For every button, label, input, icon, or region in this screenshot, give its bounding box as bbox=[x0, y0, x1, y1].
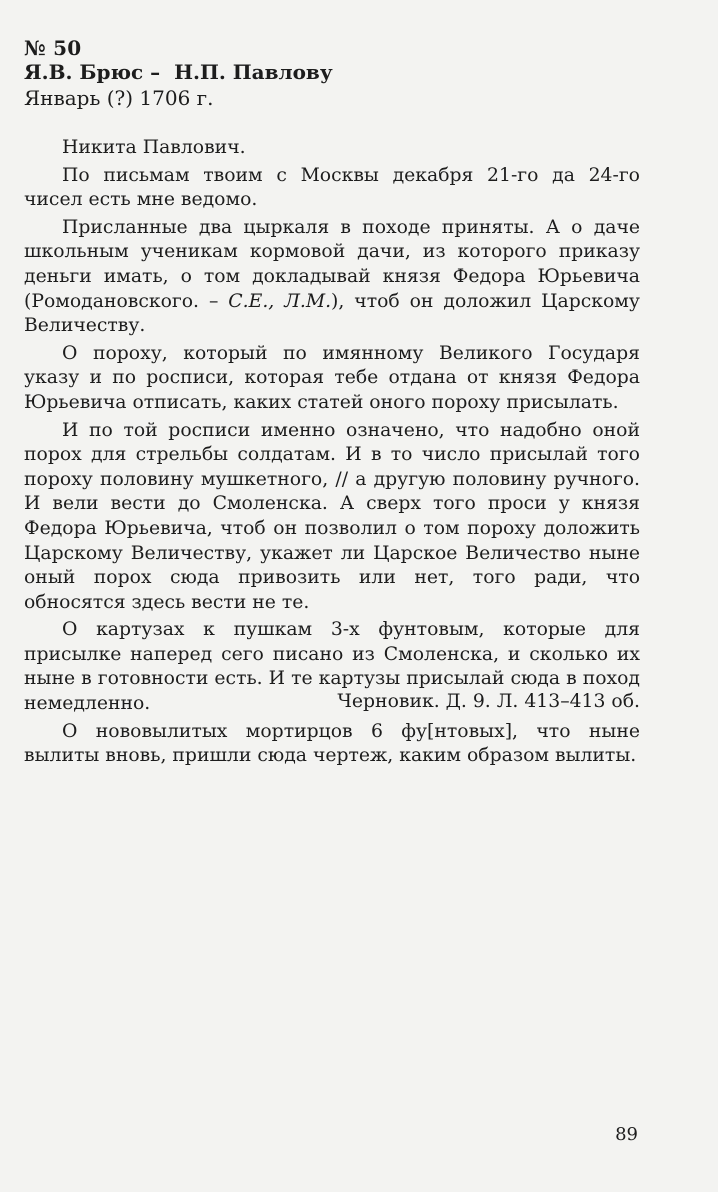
archival-source: Черновик. Д. 9. Л. 413–413 об. bbox=[337, 691, 640, 712]
letter-paragraph-3: О пороху, который по имянному Великого Государя указу и по росписи, которая тебе отдана от князя Федора Юрьевича отписать, каких статей оного пороху присылать. bbox=[24, 342, 640, 413]
page-number: 89 bbox=[615, 1124, 638, 1145]
editor-note: С.Е., Л.М. bbox=[228, 290, 332, 312]
letter-paragraph-2-text-a: Присланные два цыркаля в походе приняты. А о даче школьным ученикам кормовой дачи, из которого приказу деньги имать, о том докладывай князя Федора Юрьевича (Ромодановского. – bbox=[24, 216, 640, 312]
letter-paragraph-2 bbox=[24, 216, 640, 339]
document-date: Январь (?) 1706 г. bbox=[24, 86, 214, 110]
letter-paragraph-1: По письмам твоим с Москвы декабря 21-го да 24-го чисел есть мне ведомо. bbox=[24, 164, 640, 211]
letter-body bbox=[24, 136, 640, 769]
letter-paragraph-2-text-b: ), чтоб он доложил Царскому Величеству. bbox=[24, 290, 640, 337]
letter-greeting: Никита Павлович. bbox=[62, 137, 246, 158]
document-number: № 50 bbox=[24, 36, 82, 60]
letter-paragraph-4: И по той росписи именно означено, что надобно оной порох для стрельбы солдатам. И в то число присылай того пороху половину мушкетного, // а другую половину ручного. И вели вести до Смоленска. А сверх того проси у князя Федора Юрьевича, чтоб он позволил о том пороху доложить Царскому Величеству, укажет ли Царское Величество ныне оный порох сюда привозить или нет, того ради, что обносятся здесь вести не те. bbox=[24, 419, 640, 613]
letter-paragraph-6: О нововылитых мортирцов 6 фу[нтовых], что ныне вылиты вновь, пришли сюда чертеж, каким образом вылиты. bbox=[24, 720, 640, 767]
correspondents-heading: Я.В. Брюс – Н.П. Павлову bbox=[24, 60, 333, 84]
letter-paragraph-5: О картузах к пушкам 3-х фунтовым, которые для присылке наперед сего писано из Смоленска, и сколько их ныне в готовности есть. И те картузы присылай сюда в поход немедленно. bbox=[24, 619, 640, 715]
